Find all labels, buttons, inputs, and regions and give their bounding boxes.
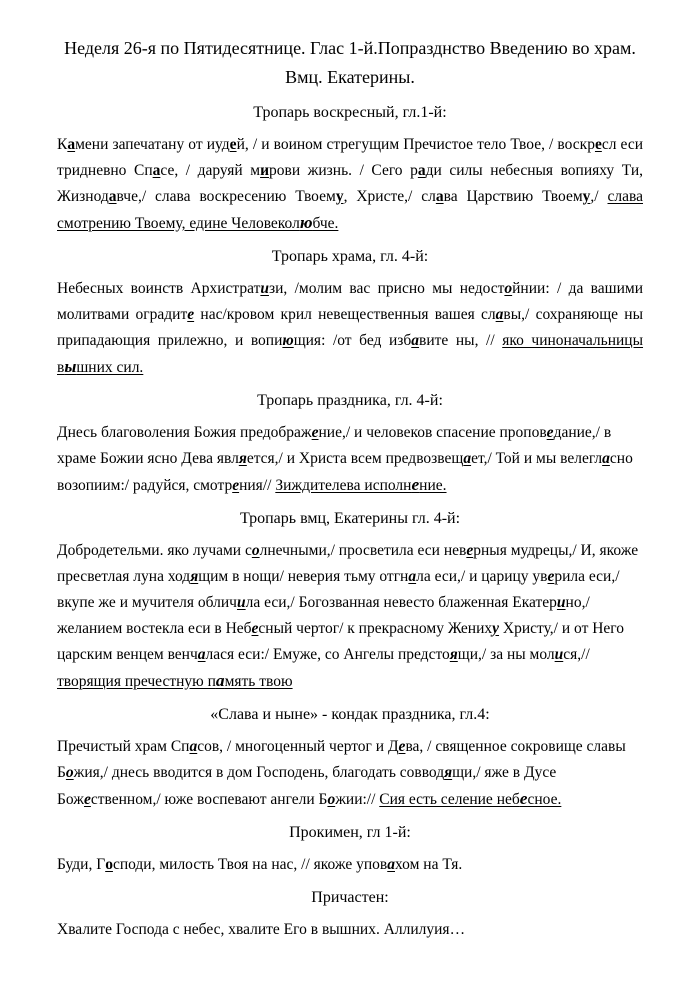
text-run: хом на Тя. [395, 855, 463, 873]
text-run: мени запечатану от иуд [75, 135, 230, 153]
stress-letter: и [260, 161, 269, 179]
text-run: рови жизнь. / Сего р [269, 161, 418, 179]
underlined-run: слава смотрению Твоему, едине Человекол [57, 187, 643, 232]
text-run: ва Царствию Твоем [443, 187, 583, 205]
text-run: щим в нощи/ неверия тьму отгн [198, 567, 409, 585]
stress-letter: у [492, 619, 500, 637]
text-run: жия,/ днесь вводится в дом Господень, благодать соввод [73, 763, 445, 781]
stress-letter: о [65, 763, 74, 781]
underlined-run: ние. [419, 476, 447, 494]
text-run: , Христе,/ сл [343, 187, 436, 205]
stress-letter: е [519, 788, 528, 808]
section-paragraph [57, 132, 643, 237]
underlined-run: творящия пречестную п [57, 672, 216, 690]
stress-letter: е [83, 790, 91, 808]
stress-letter: а [408, 567, 417, 585]
underlined-run: бче. [312, 214, 339, 232]
stress-letter: е [232, 476, 240, 494]
section-heading: Тропарь вмц, Екатерины гл. 4-й: [239, 509, 461, 527]
stress-letter: у [582, 187, 591, 205]
stress-letter: о [251, 541, 260, 559]
text-run: ла еси,/ и царицу ув [416, 567, 548, 585]
text-run: Добродетельми. яко лучами с [57, 541, 252, 559]
text-run: й, / и воином стрегущим Пречистое тело Твое, / воскр [236, 135, 595, 153]
text-run: сл еси тридневно Сп [57, 135, 643, 179]
stress-letter: а [411, 331, 420, 349]
text-run: споди, милость Твоя на нас, // якоже упов [112, 855, 388, 873]
stress-letter: ю [299, 212, 313, 232]
underlined-run: Сия есть селение неб [379, 790, 520, 808]
text-run: йнии: / да вашими молитвами оградит [57, 279, 643, 323]
section-heading: Причастен: [311, 888, 389, 906]
text-run: зи, /молим вас присно мы недост [268, 279, 505, 297]
stress-letter: я [444, 763, 453, 781]
text-run: Небесных воинств Архистрат [57, 279, 261, 297]
stress-letter: ю [282, 331, 294, 349]
stress-letter: я [190, 567, 199, 585]
stress-letter: а [152, 161, 161, 179]
section-heading: Тропарь храма, гл. 4-й: [271, 247, 429, 265]
stress-letter: е [466, 541, 474, 559]
text-run: ла еси,/ Богозванная невесто блаженная Екатер [245, 593, 557, 611]
section-paragraph [57, 538, 643, 695]
text-run: щи,/ яже в Дусе Бож [57, 763, 557, 808]
page-title: Неделя 26-я по Пятидесятнице. Глас 1-й.Попразднство Введению во храм. Вмц. Екатерины. [64, 38, 636, 87]
stress-letter: и [260, 279, 269, 297]
underlined-run: яко чиноначальницы в [57, 331, 644, 376]
text-run: жии:// [335, 790, 380, 808]
text-run: лася еси:/ Емуже, со Ангелы предсто [205, 645, 450, 663]
stress-letter: а [602, 449, 610, 467]
text-run: ет,/ Той и мы велегл [471, 449, 603, 467]
section-paragraph [57, 852, 643, 878]
stress-letter: е [398, 737, 406, 755]
text-run: Пречистый храм Сп [57, 737, 190, 755]
stress-letter: е [547, 567, 555, 585]
stress-letter: о [504, 279, 513, 297]
text-run: сный чертог/ к прекрасному Жених [258, 619, 493, 637]
stress-letter: а [108, 187, 117, 205]
text-run: сно возопиим:/ радуйся, смотр [57, 449, 633, 494]
text-run: лнечными,/ просветила еси нев [259, 541, 467, 559]
stress-letter: а [463, 449, 472, 467]
stress-letter: и [554, 645, 564, 663]
stress-letter: е [546, 423, 554, 441]
text-run: ва, / священное сокровище славы Б [57, 737, 626, 781]
text-run: дание,/ в храме Божии ясно Дева явл [57, 423, 612, 467]
text-run: вче,/ слава воскресению Твоем [116, 187, 336, 205]
stress-letter: а [197, 645, 206, 663]
stress-letter: а [189, 737, 198, 755]
stress-letter: я [449, 645, 458, 663]
underlined-run: шних сил. [76, 358, 144, 376]
text-run: ется,/ и Христа всем предвозвещ [246, 449, 464, 467]
text-run: щи,/ за ны мол [457, 645, 555, 663]
text-run: нас/кровом крил невещественныя вашея сл [194, 305, 496, 323]
text-run: рныя мудрецы,/ И, якоже пресветлая луна ход [57, 541, 639, 585]
stress-letter: о [105, 855, 113, 873]
text-run: но,/ желанием востекла еси в Неб [57, 593, 590, 637]
stress-letter: я [238, 449, 247, 467]
stress-letter: е [229, 135, 237, 153]
text-run: ние,/ и человеков спасение пропов [318, 423, 547, 441]
text-run: вите ны, // [419, 331, 503, 349]
text-run: ния// [239, 476, 276, 494]
sections-container [57, 100, 643, 943]
stress-letter: а [67, 135, 76, 153]
text-run: сов, / многоценный чертог и Д [197, 737, 399, 755]
stress-letter: е [251, 619, 259, 637]
underlined-run: мять твою [224, 672, 293, 690]
stress-letter: е [411, 474, 420, 494]
stress-letter: и [556, 593, 566, 611]
text-run: вы,/ сохраняюще ны припадающия прилежно, и вопи [57, 305, 643, 349]
section-paragraph [57, 420, 643, 499]
text-run: Христу,/ и от Него царским венцем венч [57, 619, 625, 663]
stress-letter: а [495, 305, 504, 323]
section-heading: Тропарь воскресный, гл.1-й: [253, 103, 447, 121]
section-paragraph [57, 734, 643, 813]
text-run: ся,// [563, 645, 590, 663]
underlined-run: Зиждителева исполн [275, 476, 412, 494]
stress-letter: е [594, 135, 602, 153]
stress-letter: е [187, 305, 195, 323]
stress-letter: у [335, 187, 344, 205]
text-run: щия: /от бед изб [293, 331, 412, 349]
text-run: Хвалите Господа с небес, хвалите Его в вышних. Аллилуия… [57, 920, 466, 938]
text-run: Днесь благоволения Божия предображ [57, 423, 312, 441]
text-run: Буди, Г [57, 855, 106, 873]
stress-letter: а [387, 855, 395, 873]
text-run: се, / даруяй м [160, 161, 261, 179]
stress-letter: а [417, 161, 426, 179]
underlined-run: сное. [527, 790, 562, 808]
text-run: ственном,/ юже воспевают ангели Б [90, 790, 328, 808]
stress-letter: е [311, 423, 319, 441]
stress-letter: ы [64, 356, 77, 376]
stress-letter: и [236, 593, 246, 611]
section-heading: Прокимен, гл 1-й: [289, 823, 411, 841]
stress-letter: а [435, 187, 444, 205]
section-paragraph [57, 276, 643, 381]
text-run: рила еси,/ вкупе же и мучителя облич [57, 567, 620, 611]
text-run: ди силы небесныя вопияху Ти, Жизнод [57, 161, 643, 205]
stress-letter: а [215, 670, 225, 690]
stress-letter: о [327, 790, 336, 808]
section-heading: «Слава и ныне» - кондак праздника, гл.4: [210, 705, 490, 723]
text-run: К [57, 135, 68, 153]
section-paragraph [57, 917, 643, 943]
section-heading: Тропарь праздника, гл. 4-й: [257, 391, 443, 409]
text-run: ,/ [590, 187, 608, 205]
